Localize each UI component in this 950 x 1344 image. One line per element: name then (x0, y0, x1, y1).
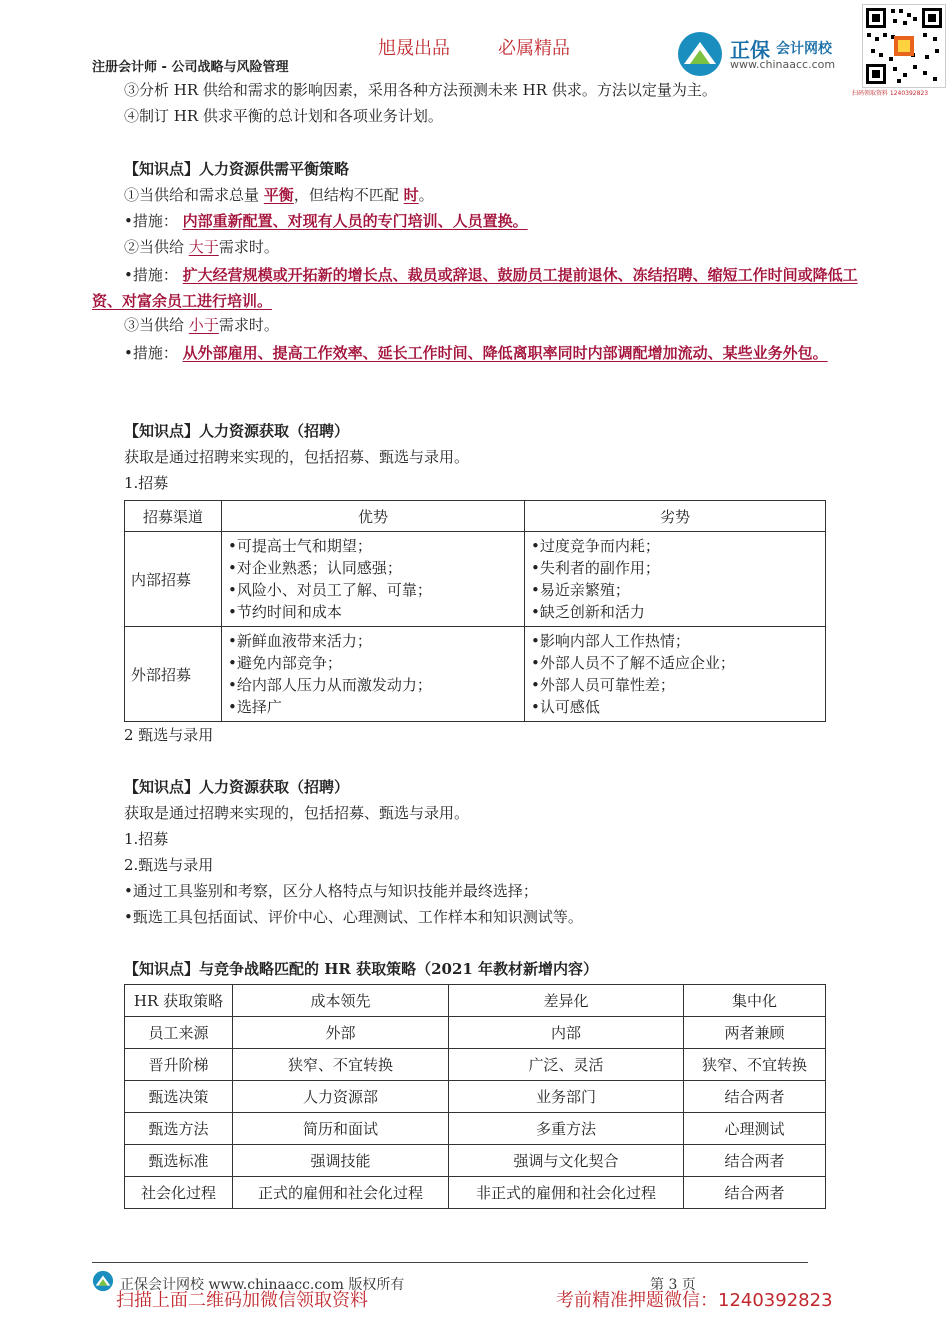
channel-external: 外部招募 (125, 627, 222, 722)
balance-measure-1 (124, 210, 894, 232)
list-item: •过度竞争而内耗； (531, 537, 660, 555)
table-row (125, 532, 826, 627)
recruit1-sub2: 2 甄选与录用 (124, 726, 214, 744)
balance-case-3 (124, 314, 894, 336)
case1-underline-1: 平衡 (263, 186, 294, 204)
intro-line-3: ③分析 HR 供给和需求的影响因素，采用各种方法预测未来 HR 供求。方法以定量为主。 (124, 81, 717, 99)
table-cell: 强调技能 (233, 1145, 449, 1177)
table-cell: 强调与文化契合 (449, 1145, 684, 1177)
table-header-row (125, 985, 826, 1017)
table-cell: 非正式的雇佣和社会化过程 (449, 1177, 684, 1209)
col-header-strategy: HR 获取策略 (125, 985, 233, 1017)
balance-measure-2 (92, 262, 860, 314)
recruit1-intro: 获取是通过招聘来实现的，包括招募、甄选与录用。 (124, 448, 470, 466)
col-header-differentiation: 差异化 (449, 985, 684, 1017)
recruit1-heading: 【知识点】人力资源获取（招聘） (124, 422, 350, 440)
table-cell: 员工来源 (125, 1017, 233, 1049)
measure-label: •措施： (124, 266, 178, 284)
table-row (125, 1017, 826, 1049)
table-cell: 结合两者 (684, 1145, 826, 1177)
case1-pre: ①当供给和需求总量 (124, 186, 260, 204)
recruit2-intro: 获取是通过招聘来实现的，包括招募、甄选与录用。 (124, 804, 470, 822)
internal-pros (222, 532, 525, 627)
qr-caption: 扫码领取资料 1240392823 (852, 90, 929, 97)
measure-3-text: 从外部雇用、提高工作效率、延长工作时间、降低离职率同时内部调配增加流动、某些业务外包。 (182, 344, 828, 362)
list-item: •失利者的副作用； (531, 559, 660, 577)
footer-copyright: 正保会计网校 www.chinaacc.com 版权所有 (120, 1277, 405, 1293)
table-row (125, 1145, 826, 1177)
col-header-cost-leadership: 成本领先 (233, 985, 449, 1017)
table-cell: 广泛、灵活 (449, 1049, 684, 1081)
list-item: •节约时间和成本 (228, 603, 342, 621)
balance-case-1 (124, 184, 894, 206)
table-cell: 人力资源部 (233, 1081, 449, 1113)
list-item: •避免内部竞争； (228, 654, 342, 672)
col-header-pros: 优势 (222, 501, 525, 532)
internal-cons (525, 532, 826, 627)
recruit2-sub1: 1.招募 (124, 830, 169, 848)
table-cell: 狭窄、不宜转换 (684, 1049, 826, 1081)
qr-code-icon (863, 5, 945, 87)
table-cell: 甄选决策 (125, 1081, 233, 1113)
col-header-channel: 招募渠道 (125, 501, 222, 532)
recruit1-sub1: 1.招募 (124, 474, 169, 492)
recruit2-bullet-1: •通过工具鉴别和考察，区分人格特点与知识技能并最终选择； (124, 882, 538, 900)
measure-2-text: 扩大经营规模或开拓新的增长点、裁员或辞退、鼓励员工提前退休、冻结招聘、缩短工作时间或降低工资、对富余员工进行培训。 (92, 266, 858, 310)
table-row (125, 1177, 826, 1209)
footer-page-number: 第 3 页 (650, 1277, 696, 1293)
table-cell: 业务部门 (449, 1081, 684, 1113)
case1-post: 。 (418, 186, 434, 204)
external-cons (525, 627, 826, 722)
list-item: •可提高士气和期望； (228, 537, 372, 555)
list-item: •给内部人压力从而激发动力； (228, 676, 432, 694)
table-header-row (125, 501, 826, 532)
case1-mid: ，但结构不匹配 (293, 186, 399, 204)
list-item: •外部人员不了解不适应企业； (531, 654, 735, 672)
case2-post: 需求时。 (218, 238, 279, 256)
chinaacc-logo-icon (676, 30, 724, 78)
qr-code[interactable] (862, 4, 946, 88)
table-cell: 多重方法 (449, 1113, 684, 1145)
table-cell: 结合两者 (684, 1177, 826, 1209)
logo-url: www.chinaacc.com (730, 58, 836, 71)
logo-brand: 正保 (730, 38, 770, 62)
col-header-focus: 集中化 (684, 985, 826, 1017)
case2-underline: 大于 (188, 238, 219, 256)
channel-internal: 内部招募 (125, 532, 222, 627)
table-cell: 内部 (449, 1017, 684, 1049)
recruit-channel-table (124, 500, 826, 722)
table-cell: 两者兼顾 (684, 1017, 826, 1049)
balance-heading: 【知识点】人力资源供需平衡策略 (124, 160, 350, 178)
measure-1-text: 内部重新配置、对现有人员的专门培训、人员置换。 (182, 212, 528, 230)
balance-measure-3 (92, 340, 860, 366)
footer-promo-right: 考前精准押题微信：1240392823 (556, 1290, 833, 1311)
table-cell: 晋升阶梯 (125, 1049, 233, 1081)
intro-line-4: ④制订 HR 供求平衡的总计划和各项业务计划。 (124, 107, 443, 125)
balance-case-2 (124, 236, 894, 258)
strategy-table (124, 984, 826, 1209)
case3-underline: 小于 (188, 316, 219, 334)
table-cell: 甄选标准 (125, 1145, 233, 1177)
table-row (125, 1081, 826, 1113)
footer-divider (92, 1262, 808, 1263)
case3-pre: ③当供给 (124, 316, 185, 334)
strategy-heading: 【知识点】与竞争战略匹配的 HR 获取策略（2021 年教材新增内容） (124, 960, 599, 978)
table-row (125, 1113, 826, 1145)
list-item: •对企业熟悉；认同感强； (228, 559, 402, 577)
case3-post: 需求时。 (218, 316, 279, 334)
list-item: •缺乏创新和活力 (531, 603, 645, 621)
logo-sub: 会计网校 (776, 41, 832, 57)
list-item: •选择广 (228, 698, 282, 716)
list-item: •新鲜血液带来活力； (228, 632, 372, 650)
case1-underline-2: 时 (403, 186, 419, 204)
slogan-right: 必属精品 (498, 38, 570, 59)
table-cell: 甄选方法 (125, 1113, 233, 1145)
table-cell: 社会化过程 (125, 1177, 233, 1209)
measure-label: •措施： (124, 344, 178, 362)
footer-promo-left: 扫描上面二维码加微信领取资料 (116, 1290, 368, 1311)
table-row (125, 627, 826, 722)
recruit2-bullet-2: •甄选工具包括面试、评价中心、心理测试、工作样本和知识测试等。 (124, 908, 583, 926)
doc-title: 注册会计师 - 公司战略与风险管理 (92, 60, 289, 75)
list-item: •外部人员可靠性差； (531, 676, 675, 694)
table-row (125, 1049, 826, 1081)
table-cell: 结合两者 (684, 1081, 826, 1113)
list-item: •影响内部人工作热情； (531, 632, 690, 650)
table-cell: 狭窄、不宜转换 (233, 1049, 449, 1081)
recruit2-heading: 【知识点】人力资源获取（招聘） (124, 778, 350, 796)
chinaacc-logo[interactable] (676, 30, 858, 80)
table-cell: 心理测试 (684, 1113, 826, 1145)
recruit2-sub2: 2.甄选与录用 (124, 856, 214, 874)
measure-label: •措施： (124, 212, 178, 230)
col-header-cons: 劣势 (525, 501, 826, 532)
slogan-left: 旭晟出品 (378, 38, 450, 59)
table-cell: 正式的雇佣和社会化过程 (233, 1177, 449, 1209)
list-item: •易近亲繁殖； (531, 581, 630, 599)
footer-logo-icon (92, 1270, 114, 1292)
list-item: •认可感低 (531, 698, 600, 716)
external-pros (222, 627, 525, 722)
table-cell: 外部 (233, 1017, 449, 1049)
list-item: •风险小、对员工了解、可靠； (228, 581, 432, 599)
table-cell: 简历和面试 (233, 1113, 449, 1145)
case2-pre: ②当供给 (124, 238, 185, 256)
